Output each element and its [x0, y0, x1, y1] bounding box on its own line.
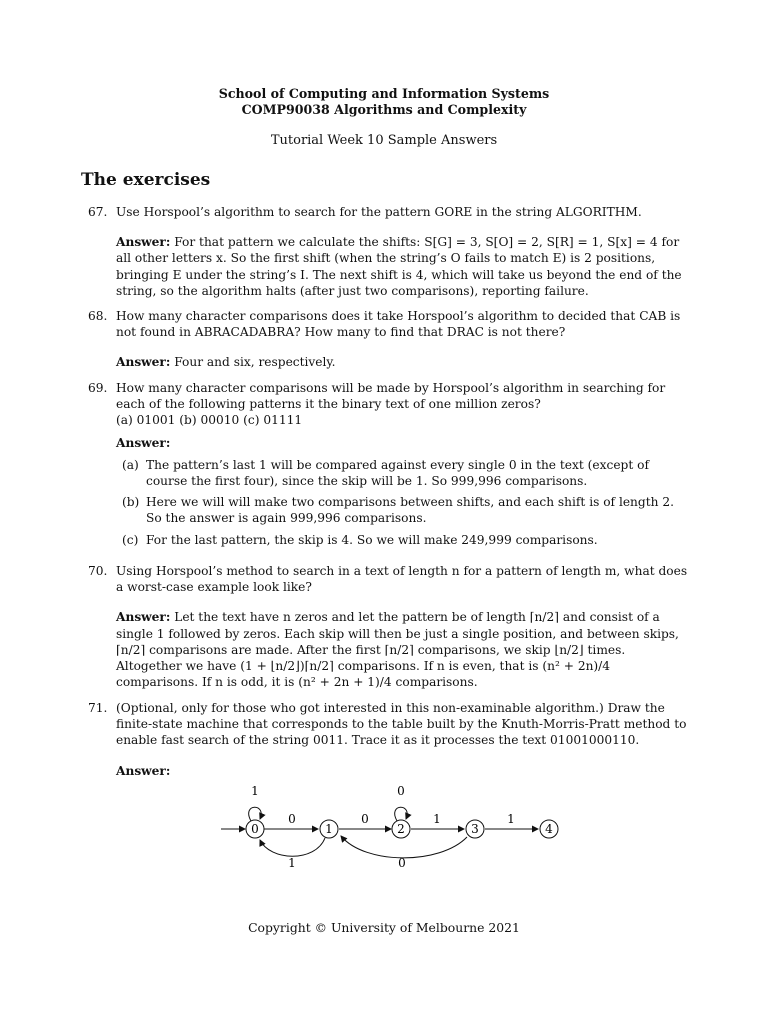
school-name: School of Computing and Information Systems: [218, 86, 550, 101]
exercise-question: Using Horspool’s method to search in a text of length n for a pattern of length m, what does a worst-case example look like?: [116, 564, 688, 595]
edge-label: 0: [361, 812, 369, 826]
back-edge-1-0: [260, 838, 325, 856]
answer-label: Answer:: [116, 355, 171, 370]
state-label: 3: [471, 822, 479, 836]
state-label: 0: [251, 822, 259, 836]
course-title: COMP90038 Algorithms and Complexity: [241, 102, 527, 117]
exercise-number: 68.: [88, 309, 108, 323]
self-loop-0: [249, 807, 262, 821]
exercise-69: [88, 380, 688, 553]
state-label: 2: [397, 822, 405, 836]
kmp-fsm-diagram: [215, 783, 575, 873]
tutorial-title: Tutorial Week 10 Sample Answers: [270, 133, 498, 148]
exercise-number: 67.: [88, 205, 108, 219]
list-item: [116, 494, 688, 526]
exercise-answer: [116, 354, 688, 370]
answer-label: Answer:: [116, 435, 171, 450]
answer-label: Answer:: [116, 763, 171, 778]
state-label: 4: [545, 822, 553, 836]
sub-answer-text: The pattern’s last 1 will be compared against every single 0 in the text (except of course the first four), since the skip will be 1. So 999,996 comparisons.: [146, 457, 649, 489]
edge-label: 1: [433, 812, 441, 826]
exercise-number: 71.: [88, 701, 108, 715]
exercise-68: [88, 308, 688, 371]
section-title: The exercises: [81, 170, 211, 190]
edge-label: 1: [507, 812, 515, 826]
sub-label: (c): [122, 532, 139, 547]
answer-text: For that pattern we calculate the shifts: S[G] = 3, S[O] = 2, S[R] = 1, S[x] = 4 for all other letters x. So the first shift (when the string’s O fails to match E) is 2 positions, bringing E under the string’s I. The next shift is 4, which will take us beyond the end of the string, so the algorithm halts (after just two comparisons), reporting failure.: [116, 235, 682, 298]
answer-text: Let the text have n zeros and let the pattern be of length ⌈n/2⌉ and consist of a single 1 followed by zeros. Each skip will then be just a single position, and between skips, ⌈n/2⌉ comparisons are made. After the first ⌈n/2⌉ comparisons, we skip ⌊n/2⌋ times. Altogether we have (1 + ⌊n/2⌋)⌈n/2⌉ comparisons. If n is even, that is (n² + 2n)/4 comparisons. If n is odd, it is (n² + 2n + 1)/4 comparisons.: [116, 610, 679, 690]
exercise-question: How many character comparisons does it take Horspool’s algorithm to decided that CAB is not found in ABRACADABRA? How many to find that DRAC is not there?: [116, 309, 681, 340]
loop-label: 0: [397, 784, 405, 798]
answer-label: Answer:: [116, 610, 171, 625]
self-loop-2: [395, 807, 408, 821]
exercise-answer: [116, 609, 688, 690]
exercise-answer: [116, 234, 688, 299]
loop-label: 1: [251, 784, 259, 798]
exercise-70: [88, 563, 688, 690]
exercise-question: (Optional, only for those who got interested in this non-examinable algorithm.) Draw the finite-state machine that corresponds to the table built by the Knuth-Morris-Pratt method to enable fast search of the string 0011. Trace it as it processes the text 01001000110.: [116, 701, 687, 748]
sub-label: (a): [122, 457, 139, 472]
exercise-71: [88, 700, 688, 779]
exercise-question: How many character comparisons will be made by Horspool’s algorithm in searching for each of the following patterns it the binary text of one million zeros?: [116, 381, 666, 412]
answer-label: Answer:: [116, 235, 171, 250]
exercise-67: [88, 204, 688, 299]
exercise-number: 70.: [88, 564, 108, 578]
sub-answer-text: Here we will will make two comparisons between shifts, and each shift is of length 2. So the answer is again 999,996 comparisons.: [146, 495, 674, 526]
copyright-footer: Copyright © University of Melbourne 2021: [248, 920, 520, 935]
exercise-patterns: (a) 01001 (b) 00010 (c) 01111: [116, 413, 303, 428]
exercise-answer: [116, 763, 688, 779]
back-edge-3-1: [341, 836, 467, 858]
state-label: 1: [325, 822, 333, 836]
sub-answer-list: [116, 457, 688, 548]
answer-text: Four and six, respectively.: [174, 355, 336, 370]
sub-answer-text: For the last pattern, the skip is 4. So we will make 249,999 comparisons.: [146, 532, 598, 547]
edge-label: 0: [288, 812, 296, 826]
exercise-number: 69.: [88, 381, 108, 395]
back-edge-label: 0: [398, 856, 406, 870]
document-header: [0, 86, 768, 148]
back-edge-label: 1: [288, 856, 296, 870]
sub-label: (b): [122, 495, 140, 510]
list-item: [116, 532, 688, 548]
list-item: [116, 457, 688, 489]
exercise-question: Use Horspool’s algorithm to search for the pattern GORE in the string ALGORITHM.: [116, 205, 642, 219]
